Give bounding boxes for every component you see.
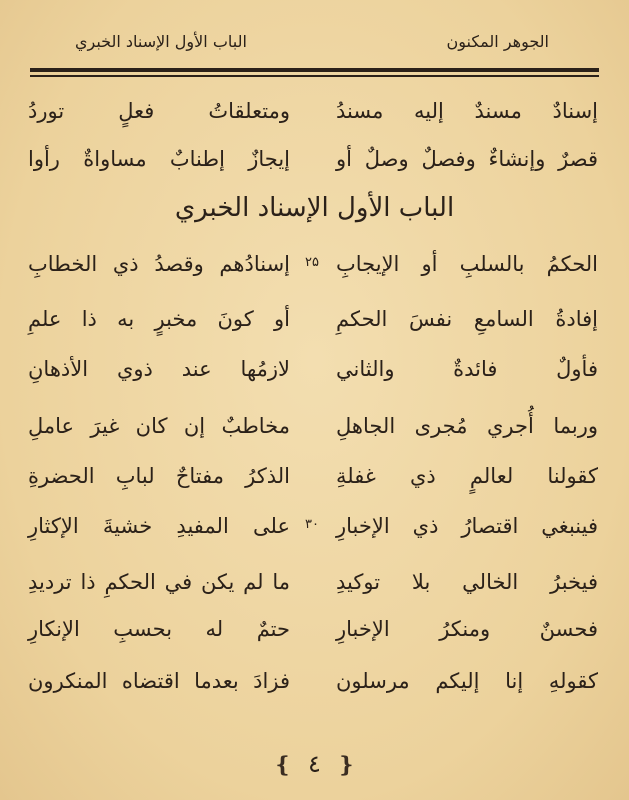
hemistich-left: الذكرُ مفتاحٌ لبابِ الحضرةِ — [28, 464, 290, 488]
page-number-text: ٤ — [308, 750, 321, 778]
verse-line — [28, 348, 598, 390]
running-header-chapter: الباب الأول الإسناد الخبري — [75, 32, 247, 51]
verse-number: ۲۵ — [305, 255, 319, 270]
hemistich-left: أو كونَ مخبرٍ به ذا علمِ — [28, 307, 290, 331]
hemistich-right: الحكمُ بالسلبِ أو الإيجابِ — [336, 252, 598, 276]
hemistich-left: إسنادُهم وقصدُ ذي الخطابِ — [28, 252, 290, 276]
header-rule-thick — [30, 68, 599, 72]
ornament-bracket-left-icon: ❴ — [273, 753, 293, 778]
hemistich-right: فينبغي اقتصارُ ذي الإخبارِ — [336, 514, 598, 538]
hemistich-right: فحسنٌ ومنكرُ الإخبارِ — [336, 617, 598, 641]
verse-line — [28, 561, 598, 603]
section-title: الباب الأول الإسناد الخبري — [174, 193, 455, 223]
hemistich-left: مخاطبٌ إن كان غيرَ عاملِ — [28, 414, 290, 438]
hemistich-right: كقولهِ إنا إليكم مرسلون — [336, 669, 598, 693]
hemistich-left: حتمٌ له بحسبِ الإنكارِ — [28, 617, 290, 641]
verse-line — [28, 455, 598, 497]
hemistich-left: لازمُها عند ذوي الأذهانِ — [28, 357, 290, 381]
hemistich-left: ما لم يكن في الحكمِ ذا ترديدِ — [28, 570, 290, 594]
verse-line — [28, 660, 598, 702]
hemistich-left: فزادَ بعدما اقتضاه المنكرون — [28, 669, 290, 693]
hemistich-right: وربما أُجري مُجرى الجاهلِ — [336, 414, 598, 438]
hemistich-right: كقولنا لعالمٍ ذي غفلةِ — [336, 464, 598, 488]
hemistich-right: فيخبرُ الخالي بلا توكيدِ — [336, 570, 598, 594]
running-header-book-title: الجوهر المكنون — [446, 32, 549, 51]
hemistich-right: إسنادٌ مسندٌ إليه مسندُ — [336, 99, 598, 123]
hemistich-right: إفادةُ السامعِ نفسَ الحكمِ — [336, 307, 598, 331]
hemistich-right: فأولٌ فائدةٌ والثاني — [336, 357, 598, 381]
verse-line — [28, 138, 598, 180]
header-rule-thin — [30, 75, 599, 77]
verse-number: ۳۰ — [305, 517, 319, 532]
verse-line — [28, 243, 598, 285]
hemistich-left: ومتعلقاتُ فعلٍ توردُ — [28, 99, 290, 123]
verse-line — [28, 608, 598, 650]
verse-line — [28, 90, 598, 132]
verse-line — [28, 298, 598, 340]
ornament-bracket-right-icon: ❵ — [336, 753, 356, 778]
hemistich-left: على المفيدِ خشيةَ الإكثارِ — [28, 514, 290, 538]
verse-line — [28, 405, 598, 447]
page-number — [0, 748, 629, 782]
hemistich-left: إيجازٌ إطنابٌ مساواةٌ رأوا — [28, 147, 290, 171]
hemistich-right: قصرٌ وإنشاءٌ وفصلٌ وصلٌ أو — [336, 147, 598, 171]
verse-line — [28, 505, 598, 547]
